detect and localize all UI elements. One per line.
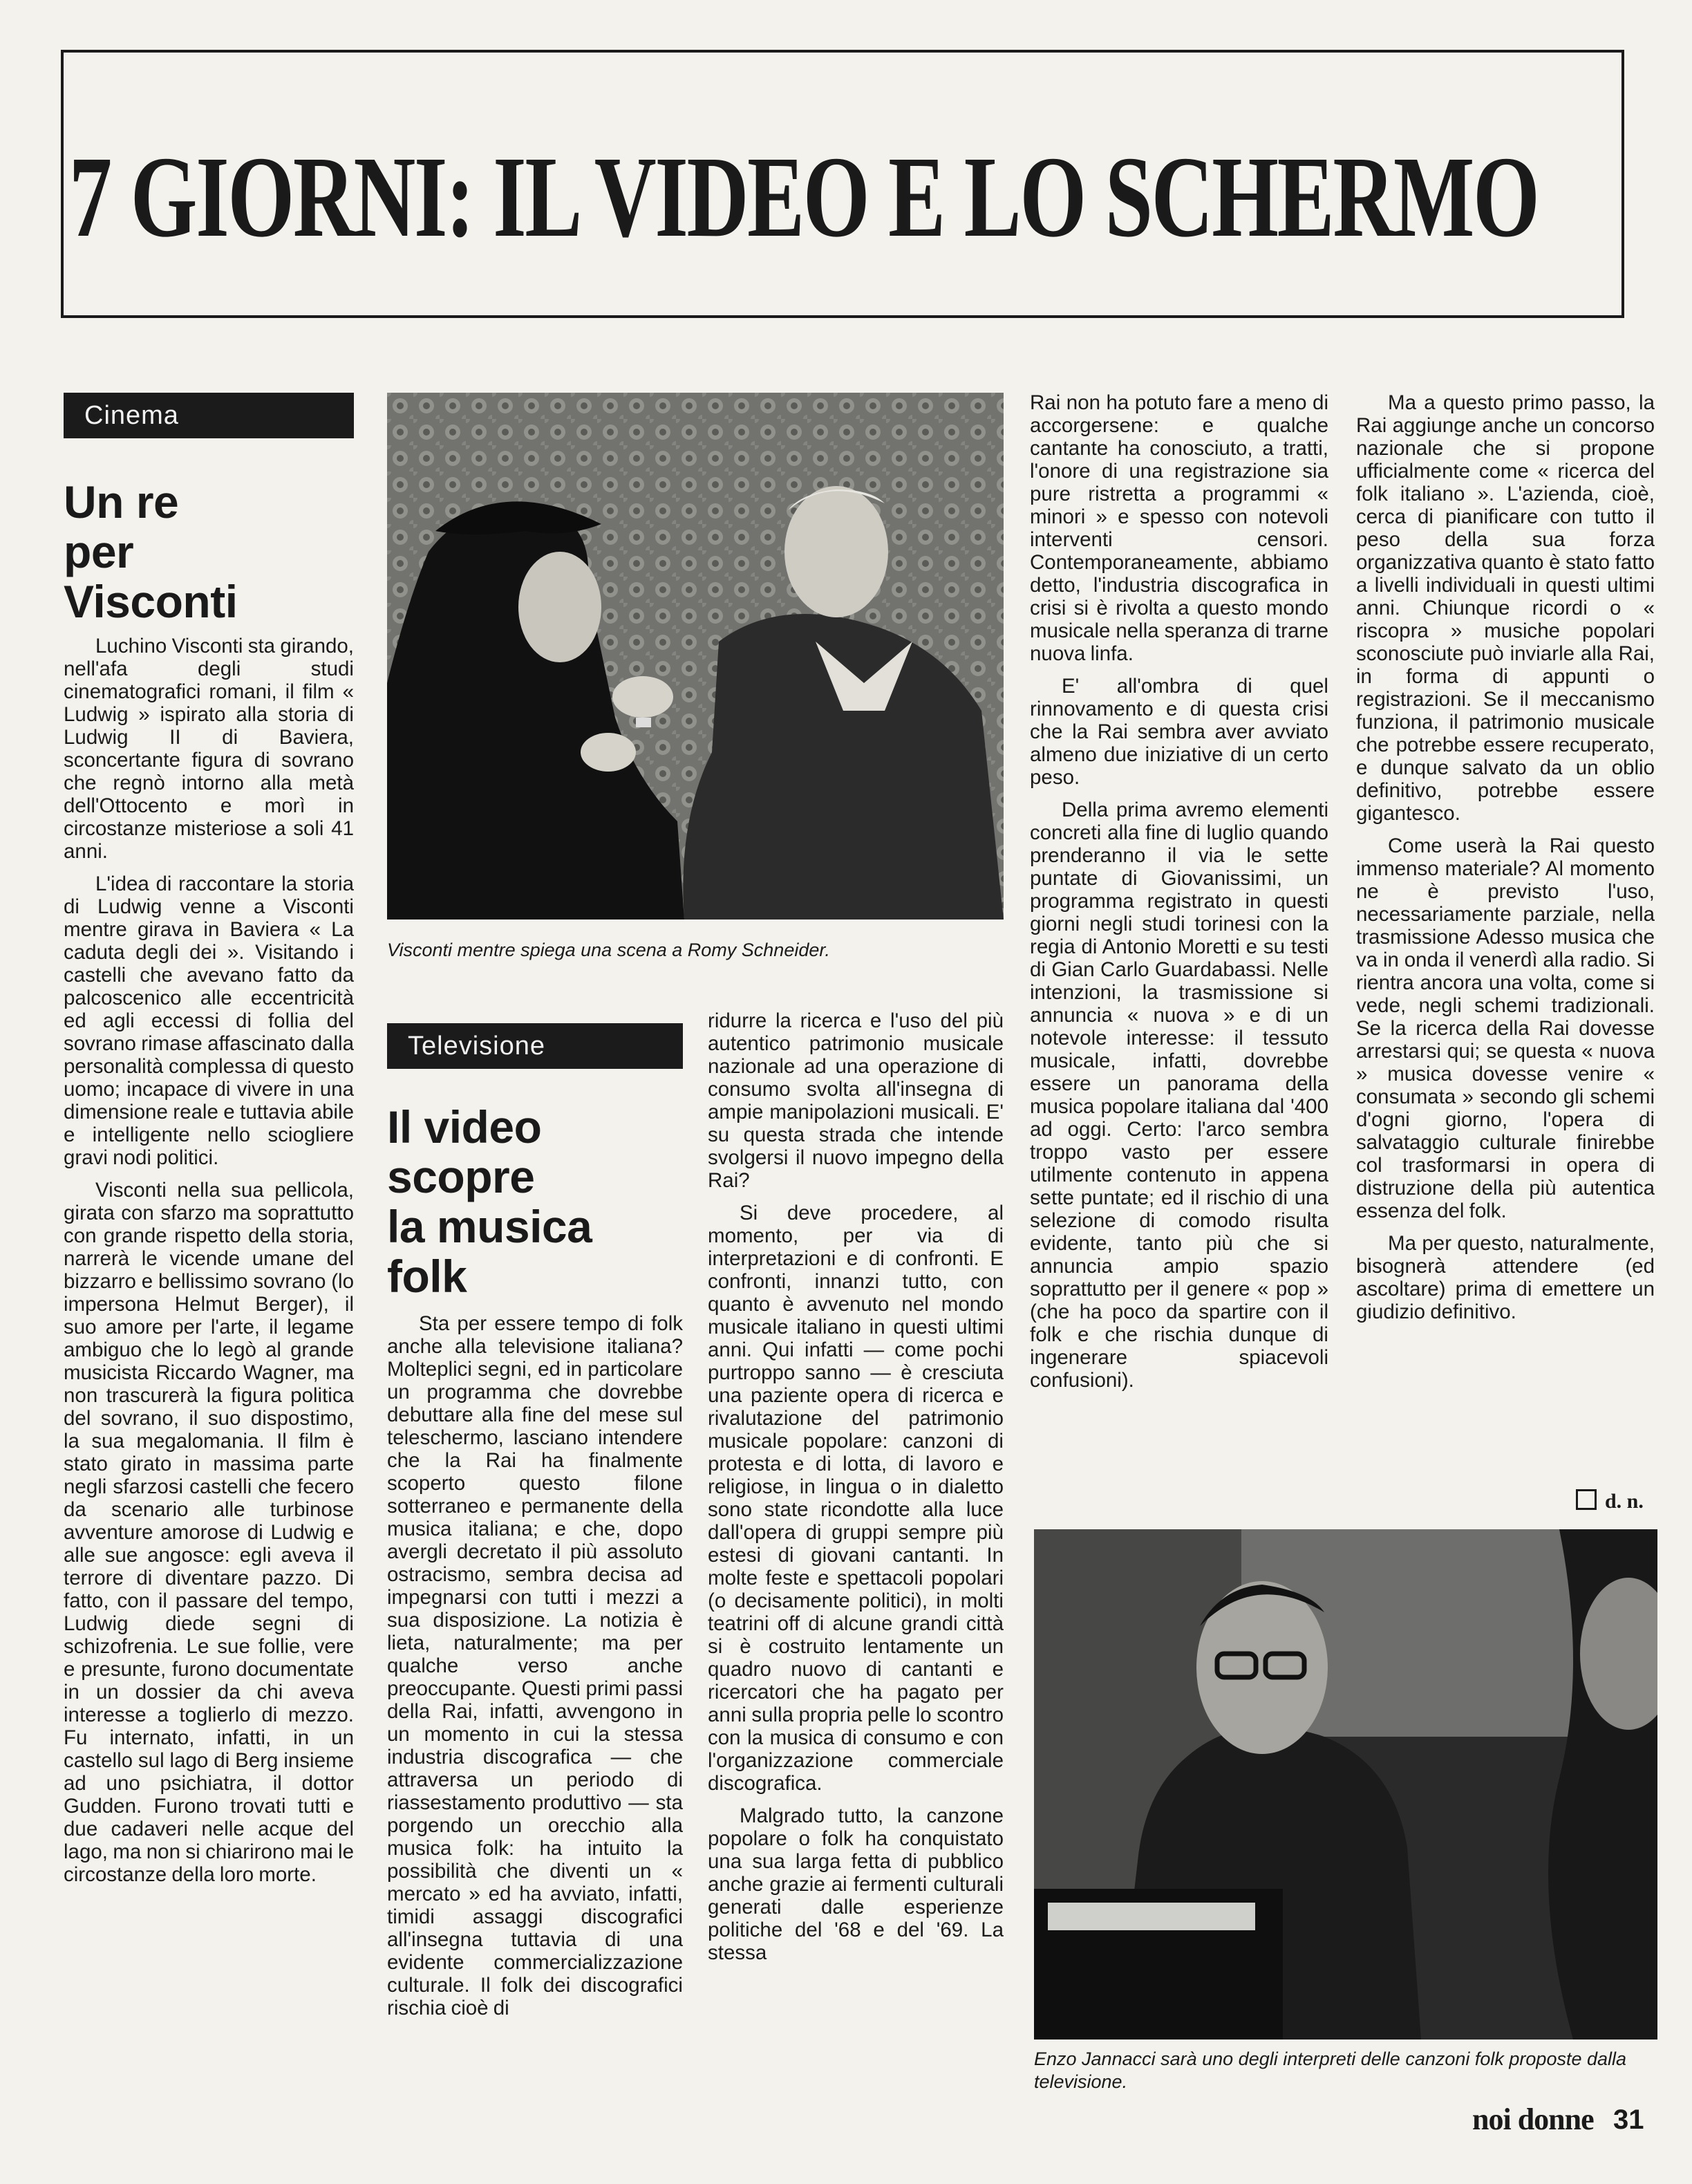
section-tag-cinema: Cinema [64,393,354,438]
article-paragraph: Ma a questo primo passo, la Rai aggiunge anche un concorso nazionale che si propone ufficialmente come « ricerca del folk italiano ». L'azienda, cioè, cerca di pianificare con tutto il peso della sua forza organizzativa quanto è stato fatto a livelli individuali in questi ultimi anni. Chiunque ricordi o « riscopra » musiche popolari sconosciute può inviarle alla Rai, in forma di appunti o registrazioni. Se il meccanismo funziona, il patrimonio musicale che potrebbe essere recuperato, e dunque salvato da un oblio definitivo, potrebbe essere gigantesco. [1356,391,1655,825]
article-paragraph: L'idea di raccontare la storia di Ludwig venne a Visconti mentre girava in Baviera « La caduta degli dei ». Visitando i castelli che avevano fatto da palcoscenico alle eccentricità ed agli eccessi di follia del sovrano rimase affascinato dalla personalità complessa di questo uomo; incapace di vivere in una dimensione reale e tuttavia abile e intelligente nello sciogliere gravi nodi politici. [64,872,354,1169]
article-paragraph: Malgrado tutto, la canzone popolare o folk ha conquistato una sua larga fetta di pubblico anche grazie ai fermenti culturali generati dalle esperienze politiche del '68 e del '69. La stessa [708,1804,1004,1964]
cinema-headline [64,477,354,626]
visconti-photo [387,393,1004,920]
televisione-column-4 [1356,391,1655,1323]
televisione-headline-line: Il video [387,1101,542,1152]
cinema-headline-line: per [64,526,134,577]
article-paragraph: Come userà la Rai questo immenso materiale? Al momento ne è previsto l'uso, necessariamente parziale, nella trasmissione Adesso musica che va in onda il venerdì alla radio. Si rientra ancora una volta, come si vede, negli schemi tradizionali. Se la ricerca della Rai dovesse arrestarsi qui; se questa « nuova » musica dovesse venire « consumata » secondo gli schemi d'ogni giorno, l'opera di salvataggio culturale finirebbe col trasformarsi in opera di distruzione della più autentica essenza del folk. [1356,834,1655,1222]
visconti-photo-caption: Visconti mentre spiega una scena a Romy Schneider. [387,940,830,960]
article-paragraph: Luchino Visconti sta girando, nell'afa degli studi cinematografici romani, il film « Ludwig » ispirato alla storia di Ludwig II di Baviera, sconcertante figura di sovrano che regnò intorno alla metà dell'Ottocento e morì in circostanze misteriose a soli 41 anni. [64,635,354,863]
televisione-headline-line: folk [387,1251,467,1302]
section-tag-televisione: Televisione [387,1023,683,1069]
cinema-headline-line: Un re [64,476,179,528]
article-signature [1576,1489,1644,1513]
article-paragraph: ridurre la ricerca e l'uso del più autentico patrimonio musicale nazionale ad una operazione di consumo svolta all'insegna di ampie manipolazioni musicali. E' su questa strada che intende svolgersi il nuovo impegno della Rai? [708,1009,1004,1192]
jannacci-photo [1034,1529,1657,2040]
televisione-headline-line: scopre [387,1151,535,1202]
page-number: 31 [1613,2104,1644,2135]
televisione-column-2 [708,1009,1004,1964]
article-paragraph: Della prima avremo elementi concreti alla fine di luglio quando prenderanno il via le sette puntate di Giovanissimi, un programma registrato in questi giorni negli studi torinesi con la regia di Antonio Moretti e su testi di Gian Carlo Guardabassi. Nelle intenzioni, la trasmissione si annuncia « nuova » e di un notevole interesse: il tessuto musicale, infatti, dovrebbe essere un panorama della musica popolare italiana dal '400 ad oggi. Certo: l'arco sembra troppo vasto per essere utilmente contenuto in appena sette puntate; ed il rischio di una selezione di comodo risulta evidente, tanto più che si annuncia ampio spazio soprattutto per il genere « pop » (che ha poco da spartire con il folk e che rischia dunque di ingenerare spiacevoli confusioni). [1030,799,1328,1392]
page-title: 7 GIORNI: IL VIDEO E LO SCHERMO [69,133,1539,261]
cinema-article [64,635,354,1886]
cinema-headline-line: Visconti [64,576,238,627]
article-paragraph: Ma per questo, naturalmente, bisognerà attendere (ed ascoltare) prima di emettere un giudizio definitivo. [1356,1232,1655,1323]
article-paragraph: Si deve procedere, al momento, per via di interpretazioni e di confronti. E confronti, innanzi tutto, con quanto è avvenuto nel mondo musicale italiano in questi ultimi anni. Qui infatti — come pochi purtroppo sanno — è cresciuta una paziente opera di ricerca e rivalutazione del patrimonio musicale popolare: canzoni di protesta e di lotta, di lavoro e religiose, in lingua o in dialetto sono state ricondotte alla luce dall'opera di gruppi sempre più estesi di giovani cantanti. In molte feste e spettacoli popolari (o decisamente politici), in molti teatrini off di alcune grandi città si è costruito lentamente un quadro nuovo di cantanti e ricercatori che ha pagato per anni sulla propria pelle lo scontro con la musica di consumo e con l'organizzazione commerciale discografica. [708,1202,1004,1795]
televisione-headline-line: la musica [387,1201,592,1252]
article-paragraph: Sta per essere tempo di folk anche alla televisione italiana? Molteplici segni, ed in particolare un programma che dovrebbe debuttare alla fine del mese sul teleschermo, lasciano intendere che la Rai ha finalmente scoperto questo filone sotterraneo e permanente della musica italiana; e che, dopo avergli decretato il più assoluto ostracismo, sembra decisa ad impegnarsi con tutti i mezzi a sua disposizione. La notizia è lieta, naturalmente; ma per qualche verso anche preoccupante. Questi primi passi della Rai, infatti, avvengono in un momento in cui la stessa industria discografica — che attraversa un periodo di riassestamento produttivo — sta porgendo un orecchio alla musica folk: ha intuito la possibilità che diventi un « mercato » ed ha avviato, infatti, timidi assaggi discografici all'insegna tuttavia di una evidente commercializzazione culturale. Il folk dei discografici rischia cioè di [387,1312,683,2019]
signature-text: d. n. [1605,1490,1644,1513]
jannacci-photo-caption: Enzo Jannacci sarà uno degli interpreti delle canzoni folk proposte dalla televisione. [1034,2048,1627,2092]
article-paragraph: Visconti nella sua pellicola, girata con sfarzo ma soprattutto con grande rispetto della storia, narrerà le vicende umane del bizzarro e bellissimo sovrano (lo impersona Helmut Berger), il suo amore per l'arte, il legame ambiguo che lo legò al grande musicista Riccardo Wagner, ma non trascurerà la figura politica del sovrano, il suo dispostimo, la sua megalomania. Il film è stato girato in massima parte negli sfarzosi castelli che fecero da scenario alle turbinose avventure amorose di Ludwig e alle sue angosce: egli aveva il terrore di diventare pazzo. Di fatto, con il passare del tempo, Ludwig diede segni di schizofrenia. Le sue follie, vere e presunte, furono documentate in un dossier da chi aveva interesse a toglierlo di mezzo. Fu internato, infatti, in un castello sul lago di Berg insieme ad uno psichiatra, il dottor Gudden. Furono trovati tutti e due cadaveri nelle acque del lago, ma non si chiarirono mai le circostanze della loro morte. [64,1179,354,1886]
televisione-column-3 [1030,391,1328,1392]
signature-box-icon [1576,1489,1597,1510]
televisione-column-1 [387,1312,683,2019]
magazine-logo: noi donne [1472,2102,1594,2136]
article-paragraph: E' all'ombra di quel rinnovamento e di questa crisi che la Rai sembra aver avviato almeno due iniziative di un certo peso. [1030,675,1328,789]
article-paragraph: Rai non ha potuto fare a meno di accorgersene: e qualche cantante ha conosciuto, a tratti, l'onore di una registrazione sia pure ristretta a programmi « minori » e spesso con notevoli interventi censori. Contemporaneamente, abbiamo detto, l'industria discografica in crisi si è rivolta a questo mondo musicale nella speranza di trarne nuova linfa. [1030,391,1328,665]
televisione-headline [387,1102,683,1301]
